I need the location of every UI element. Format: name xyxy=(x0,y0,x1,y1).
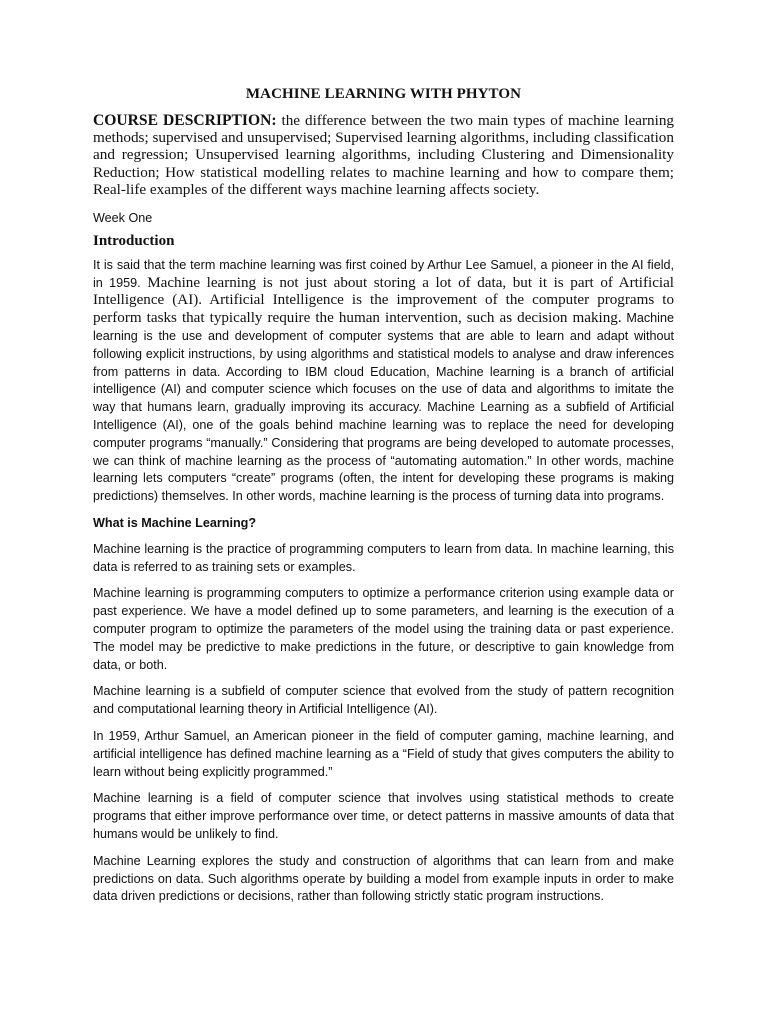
introduction-text-part-3: Machine learning is the use and development of computer systems that are able to learn and adapt without following explicit instructions, by using algorithms and statistical models to analyse and draw inferences from patterns in data. According to IBM cloud Education, Machine learning is a branch of artificial intelligence (AI) and computer science which focuses on the use of data and algorithms to imitate the way that humans learn, gradually improving its accuracy. Machine Learning as a subfield of Artificial Intelligence (AI), one of the goals behind machine learning was to replace the need for developing computer programs “manually.” Considering that programs are being developed to automate processes, we can think of machine learning as the process of “automating automation.” In other words, machine learning lets computers “create” programs (often, the intent for developing these programs is making predictions) themselves. In other words, machine learning is the process of turning data into programs. xyxy=(93,311,674,504)
ml-paragraph-2: Machine learning is programming computers to optimize a performance criterion using example data or past experience. We have a model defined up to some parameters, and learning is the execution of a computer program to optimize the parameters of the model using the training data or past experience. The model may be predictive to make predictions in the future, or descriptive to gain knowledge from data, or both. xyxy=(93,586,674,672)
introduction-heading: Introduction xyxy=(93,232,175,249)
ml-paragraph-4: In 1959, Arthur Samuel, an American pioneer in the field of computer gaming, machine learning, and artificial intelligence has defined machine learning as a “Field of study that gives computers the ability to learn without being explicitly programmed.” xyxy=(93,728,674,779)
ml-paragraph-1: Machine learning is the practice of programming computers to learn from data. In machine learning, this data is referred to as training sets or examples. xyxy=(93,541,674,574)
document-title: MACHINE LEARNING WITH PHYTON xyxy=(245,86,522,102)
ml-paragraph-6: Machine Learning explores the study and construction of algorithms that can learn from and make predictions on data. Such algorithms operate by building a model from example inputs in order to make data driven predictions or decisions, rather than following strictly static program instructions. xyxy=(93,853,674,904)
course-description-text: the difference between the two main types of machine learning methods; supervised and unsupervised; Supervised learning algorithms, including classification and regression; Unsupervised learning algorithms, including Clustering and Dimensionality Reduction; How statistical modelling relates to machine learning and how to compare them; Real-life examples of the different ways machine learning affects society. xyxy=(93,112,675,198)
introduction-text-part-1: It is said that the term machine learning was first coined by Arthur Lee Samuel, a pioneer in the AI field, in 1959. xyxy=(93,257,674,290)
week-label: Week One xyxy=(93,211,153,226)
ml-paragraph-5: Machine learning is a field of computer science that involves using statistical methods to create programs that either improve performance over time, or detect patterns in massive amounts of data that humans would be unlikely to find. xyxy=(93,791,674,841)
course-description xyxy=(93,112,674,198)
introduction-text-part-2: Machine learning is not just about storing a lot of data, but it is part of Artificial Intelligence (AI). Artificial Intelligence is the improvement of the computer programs to perform tasks that typically require the human intervention, such as decision making. xyxy=(93,274,674,327)
introduction-paragraph xyxy=(93,257,674,506)
what-is-ml-heading: What is Machine Learning? xyxy=(93,515,257,530)
ml-paragraph-3: Machine learning is a subfield of computer science that evolved from the study of pattern recognition and computational learning theory in Artificial Intelligence (AI). xyxy=(93,684,674,717)
course-description-label: COURSE DESCRIPTION: xyxy=(93,112,277,129)
